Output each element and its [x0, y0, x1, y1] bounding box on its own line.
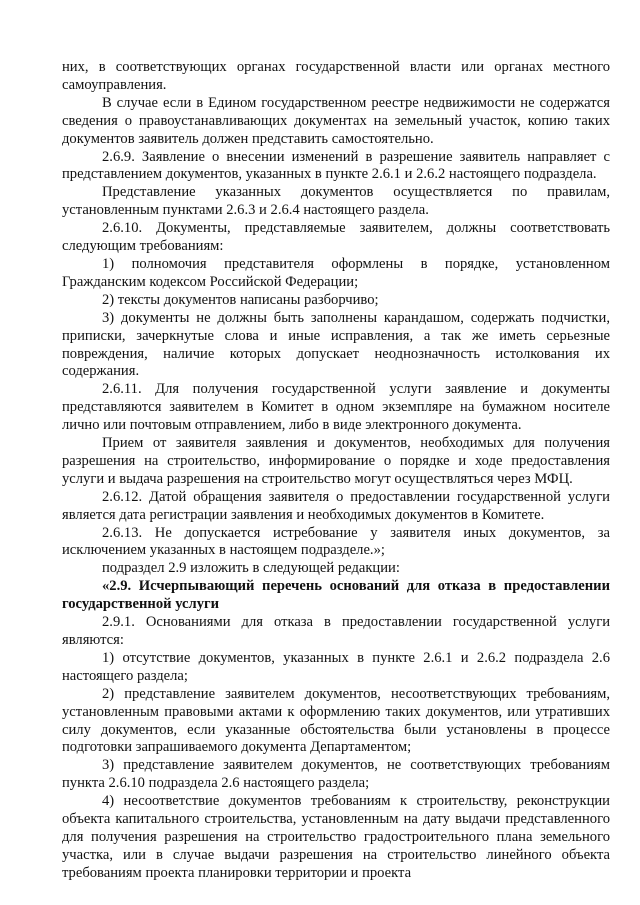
paragraph: 2.9.1. Основаниями для отказа в предоставлении государственной услуги являются:: [62, 614, 610, 648]
paragraph: них, в соответствующих органах государственной власти или органах местного самоуправления.: [62, 59, 610, 93]
paragraph: В случае если в Едином государственном реестре недвижимости не содержатся сведения о правоустанавливающих документах на земельный участок, копию таких документов заявитель должен представить самостоятельно.: [62, 94, 610, 147]
paragraph: 1) отсутствие документов, указанных в пункте 2.6.1 и 2.6.2 подраздела 2.6 настоящего раздела;: [62, 649, 610, 684]
paragraph: 2.6.9. Заявление о внесении изменений в разрешение заявитель направляет с представлением документов, указанных в пункте 2.6.1 и 2.6.2 настоящего подраздела.: [62, 148, 610, 183]
paragraph: 2.6.11. Для получения государственной услуги заявление и документы представляются заявителем в Комитет в одном экземпляре на бумажном носителе лично или почтовым отправлением, либо в виде электронного документа.: [62, 381, 610, 434]
section-heading: «2.9. Исчерпывающий перечень оснований для отказа в предоставлении государственной услуги: [62, 578, 610, 613]
paragraph: 2.6.10. Документы, представляемые заявителем, должны соответствовать следующим требованиям:: [62, 220, 610, 255]
paragraph: Прием от заявителя заявления и документов, необходимых для получения разрешения на строительство, информирование о порядке и ходе предоставления услуги и выдача разрешения на строительство могут осуществляться через МФЦ.: [62, 435, 610, 487]
paragraph: 4) несоответствие документов требованиям к строительству, реконструкции объекта капитального строительства, установленным на дату выдачи представленного для получения разрешения на строительство градостроительного плана земельного участка, или в случае выдачи разрешения на строительство линейного объекта требованиям проекта планировки территории и проекта: [62, 793, 610, 881]
paragraph: Представление указанных документов осуществляется по правилам, установленным пунктами 2.6.3 и 2.6.4 настоящего раздела.: [62, 184, 610, 219]
paragraph: подраздел 2.9 изложить в следующей редакции:: [102, 560, 400, 577]
paragraph: 2) тексты документов написаны разборчиво;: [102, 291, 379, 308]
paragraph: 1) полномочия представителя оформлены в порядке, установленном Гражданским кодексом Российской Федерации;: [62, 255, 610, 290]
paragraph: 3) представление заявителем документов, не соответствующих требованиям пункта 2.6.10 подраздела 2.6 настоящего раздела;: [62, 757, 610, 792]
document-body: [62, 59, 610, 883]
paragraph: 2.6.13. Не допускается истребование у заявителя иных документов, за исключением указанных в настоящем подразделе.»;: [62, 524, 610, 559]
paragraph: 2.6.12. Датой обращения заявителя о предоставлении государственной услуги является дата регистрации заявления и необходимых документов в Комитете.: [62, 488, 610, 523]
paragraph: 2) представление заявителем документов, несоответствующих требованиям, установленным правовыми актами к оформлению таких документов, или утративших силу документов, если указанные обстоятельства были установлены в процессе подготовки запрашиваемого документа Департаментом;: [62, 685, 610, 756]
paragraph: 3) документы не должны быть заполнены карандашом, содержать подчистки, приписки, зачеркнутые слова и иные исправления, а так же иметь серьезные повреждения, наличие которых допускает неоднозначность истолкования их содержания.: [62, 309, 610, 380]
